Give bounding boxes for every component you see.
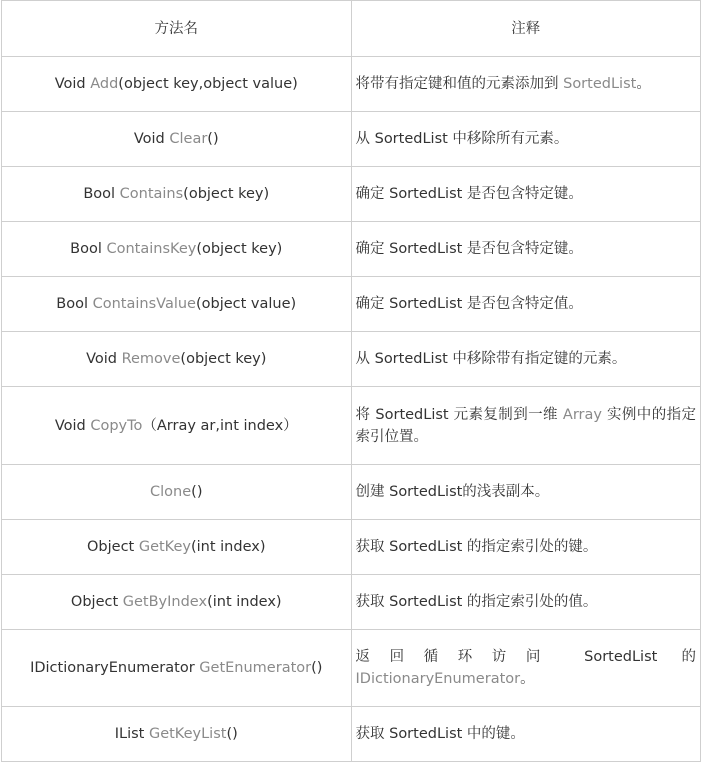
desc-link[interactable]: SortedList xyxy=(563,76,637,92)
desc-cell: 从 SortedList 中移除带有指定键的元素。 xyxy=(351,332,701,387)
method-cell: Object GetByIndex(int index) xyxy=(2,575,352,630)
method-cell: IList GetKeyList() xyxy=(2,707,352,762)
table-row xyxy=(2,387,701,465)
desc-cell: 确定 SortedList 是否包含特定值。 xyxy=(351,277,701,332)
desc-cell: 确定 SortedList 是否包含特定键。 xyxy=(351,167,701,222)
table-row xyxy=(2,575,701,630)
table-row xyxy=(2,707,701,762)
desc-cell: 获取 SortedList 中的键。 xyxy=(351,707,701,762)
table-row xyxy=(2,167,701,222)
method-link[interactable]: ContainsValue xyxy=(92,296,196,312)
method-link[interactable]: CopyTo xyxy=(90,417,143,434)
desc-cell: 获取 SortedList 的指定索引处的值。 xyxy=(351,575,701,630)
method-cell: Void Remove(object key) xyxy=(2,332,352,387)
table-row xyxy=(2,57,701,112)
methods-table xyxy=(1,0,701,762)
desc-cell: 确定 SortedList 是否包含特定键。 xyxy=(351,222,701,277)
desc-cell: 从 SortedList 中移除所有元素。 xyxy=(351,112,701,167)
method-cell: Object GetKey(int index) xyxy=(2,520,352,575)
desc-cell: 将 SortedList 元素复制到一维 Array 实例中的指定索引位置。 xyxy=(351,387,701,465)
method-link[interactable]: Clear xyxy=(169,131,208,147)
method-link[interactable]: Contains xyxy=(119,186,184,202)
method-cell: Void Add(object key,object value) xyxy=(2,57,352,112)
table-row xyxy=(2,520,701,575)
method-link[interactable]: GetKeyList xyxy=(148,726,227,742)
method-link[interactable]: GetByIndex xyxy=(122,594,208,610)
method-cell: IDictionaryEnumerator GetEnumerator() xyxy=(2,630,352,707)
method-link[interactable]: Clone xyxy=(150,484,192,500)
table-row xyxy=(2,630,701,707)
desc-cell: 将带有指定键和值的元素添加到 SortedList。 xyxy=(351,57,701,112)
method-cell: Bool ContainsValue(object value) xyxy=(2,277,352,332)
desc-link[interactable]: Array xyxy=(562,406,602,423)
table-row xyxy=(2,277,701,332)
method-link[interactable]: GetKey xyxy=(138,539,191,555)
desc-cell: 创建 SortedList的浅表副本。 xyxy=(351,465,701,520)
method-cell: Bool Contains(object key) xyxy=(2,167,352,222)
method-link[interactable]: Remove xyxy=(121,351,181,367)
method-cell: Void CopyTo（Array ar,int index） xyxy=(2,387,352,465)
table-row xyxy=(2,465,701,520)
table-row xyxy=(2,332,701,387)
desc-link[interactable]: IDictionaryEnumerator xyxy=(355,671,521,687)
method-cell: Clone() xyxy=(2,465,352,520)
method-link[interactable]: ContainsKey xyxy=(106,241,197,257)
method-link[interactable]: Add xyxy=(90,76,119,92)
header-comment: 注释 xyxy=(351,1,701,57)
method-cell: Bool ContainsKey(object key) xyxy=(2,222,352,277)
desc-cell: 返回循环访问 SortedList 的 IDictionaryEnumerator。 xyxy=(351,630,701,707)
header-method: 方法名 xyxy=(2,1,352,57)
desc-cell: 获取 SortedList 的指定索引处的键。 xyxy=(351,520,701,575)
table-row xyxy=(2,222,701,277)
header-row xyxy=(2,1,701,57)
table-row xyxy=(2,112,701,167)
method-link[interactable]: GetEnumerator xyxy=(199,660,312,676)
method-cell: Void Clear() xyxy=(2,112,352,167)
